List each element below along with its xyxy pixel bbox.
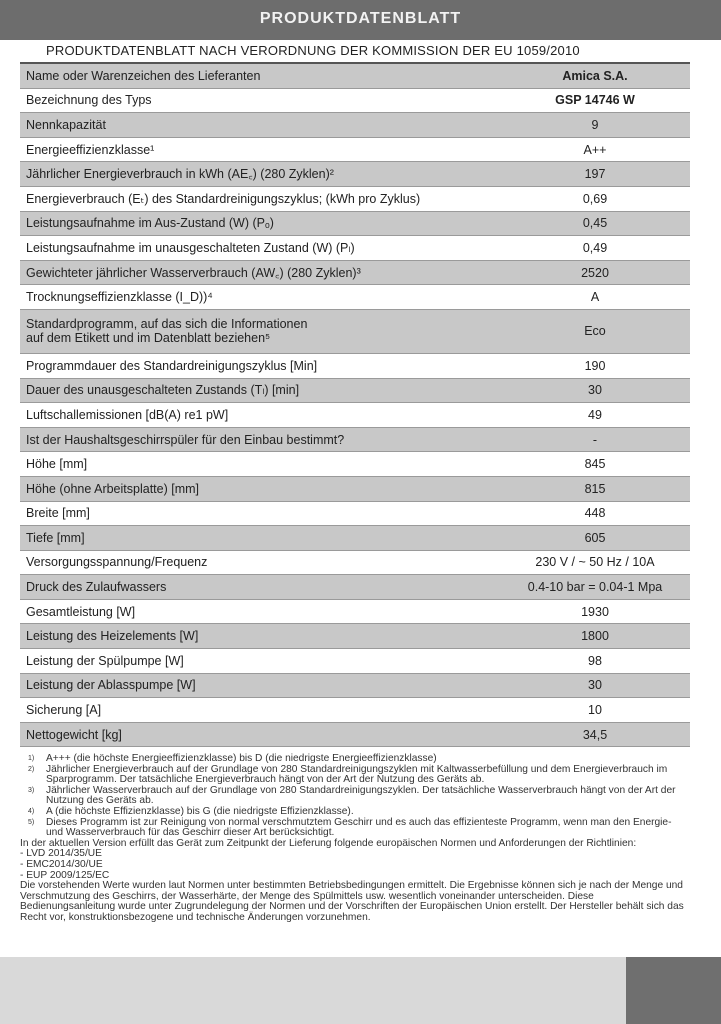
row-value: 98 (588, 653, 602, 668)
footnotes (20, 754, 688, 924)
row-label: Trocknungseffizienzklasse (I_D))⁴ (26, 290, 213, 305)
row-label: Versorgungsspannung/Frequenz (26, 555, 208, 570)
row-label: Energieverbrauch (Eₜ) des Standardreinigungszyklus; (kWh pro Zyklus) (26, 191, 421, 206)
row-value: GSP 14746 W (555, 93, 635, 108)
table-row (20, 310, 690, 354)
note-paragraph: Die vorstehenden Werte wurden laut Normen unter bestimmten Betriebsbedingungen ermittelt. Die Ergebnisse können sich je nach der Menge und Verschmutzung des Geschirrs, der Wasserhärte, der Menge des Spülmittels usw. wesentlich voneinander unterscheiden. Diese Bedienungsanleitung wurde unter Zugrundelegung der Normen und der Vorschriften der Europäischen Union erstellt. Der Hersteller behält sich das Recht vor, konstruktionsbezogene und technische Änderungen vorzunehmen. (20, 880, 684, 923)
table-row (20, 138, 690, 163)
table-row (20, 89, 690, 114)
row-label: Standardprogramm, auf das sich die Informationen auf dem Etikett und im Datenblatt beziehen⁵ (26, 317, 308, 346)
row-value: 0,69 (582, 191, 608, 206)
table-row (20, 187, 690, 212)
table-row (20, 698, 690, 723)
row-label: Tiefe [mm] (26, 530, 85, 545)
row-label: Luftschallemissionen [dB(A) re1 pW] (26, 407, 229, 422)
table-row (20, 526, 690, 551)
row-label: Gewichteter jährlicher Wasserverbrauch (AW꜀) (280 Zyklen)³ (26, 265, 361, 280)
row-value: 2520 (581, 265, 609, 280)
row-value: 1800 (581, 629, 609, 644)
row-label: Leistung der Spülpumpe [W] (26, 653, 184, 668)
table-row (20, 600, 690, 625)
table-row (20, 64, 690, 89)
table-row (20, 354, 690, 379)
row-label: Name oder Warenzeichen des Lieferanten (26, 68, 261, 83)
row-label: Höhe (ohne Arbeitsplatte) [mm] (26, 481, 199, 496)
table-row (20, 674, 690, 699)
row-label: Breite [mm] (26, 506, 90, 521)
footnote-text: Dieses Programm ist zur Reinigung von normal verschmutztem Geschirr und es auch das effizienteste Programm, wenn man den Energie- und Wasserverbrauch für das Geschirr dieser Art berücksichtigt. (46, 816, 672, 839)
row-value: 448 (584, 506, 606, 521)
row-label: Ist der Haushaltsgeschirrspüler für den Einbau bestimmt? (26, 432, 345, 447)
row-label: Höhe [mm] (26, 457, 88, 472)
table-row (20, 113, 690, 138)
row-value: 197 (584, 167, 606, 182)
row-label: Sicherung [A] (26, 703, 102, 718)
footnote (20, 765, 688, 786)
row-value: 30 (588, 678, 602, 693)
row-label: Dauer des unausgeschalteten Zustands (Tₗ) [min] (26, 383, 300, 398)
row-value: 845 (584, 457, 606, 472)
table-row (20, 285, 690, 310)
row-value: - (592, 432, 598, 447)
table-row (20, 477, 690, 502)
row-label: Leistung der Ablasspumpe [W] (26, 678, 196, 693)
footnote-number: 5) (28, 818, 35, 826)
table-row (20, 649, 690, 674)
row-label: Gesamtleistung [W] (26, 604, 136, 619)
row-value: 30 (588, 383, 602, 398)
table-row (20, 723, 690, 748)
row-value: 1930 (581, 604, 609, 619)
note-paragraph: - EUP 2009/125/EC (20, 869, 110, 881)
row-label: Jährlicher Energieverbrauch in kWh (AE꜀) (280 Zyklen)² (26, 167, 334, 182)
row-label: Energieeffizienzklasse¹ (26, 142, 155, 157)
row-value: A++ (583, 142, 607, 157)
footnote (20, 818, 688, 839)
row-value: 49 (588, 407, 602, 422)
footnote-text: A+++ (die höchste Energieeffizienzklasse) bis D (die niedrigste Energieeffizienzklasse) (46, 753, 437, 764)
table-row (20, 452, 690, 477)
footnote-number: 3) (28, 786, 35, 794)
row-label: Leistungsaufnahme im Aus-Zustand (W) (Pₒ) (26, 216, 274, 231)
footnote-text: Jährlicher Wasserverbrauch auf der Grundlage von 280 Standardreinigungszyklen. Der tatsächliche Wasserverbrauch hängt von der Art der Nutzung des Geräts ab. (46, 784, 676, 807)
footer-band (0, 957, 626, 1024)
row-value: 0.4-10 bar = 0.04-1 Mpa (527, 580, 663, 595)
table-row (20, 403, 690, 428)
row-label: Nennkapazität (26, 117, 106, 132)
table-row (20, 428, 690, 453)
footnote-number: 1) (28, 755, 35, 762)
row-value: Amica S.A. (562, 68, 628, 83)
banner-title: PRODUKTDATENBLATT (259, 10, 462, 27)
row-value: 0,45 (582, 216, 608, 231)
table-row (20, 162, 690, 187)
row-label: Leistungsaufnahme im unausgeschalteten Zustand (W) (Pₗ) (26, 240, 355, 255)
row-label: Nettogewicht [kg] (26, 727, 122, 742)
footnote-number: 2) (28, 765, 35, 773)
table-row (20, 379, 690, 404)
table-row (20, 624, 690, 649)
row-value: 605 (584, 530, 606, 545)
row-label: Druck des Zulaufwassers (26, 580, 167, 595)
row-label: Bezeichnung des Typs (26, 93, 152, 108)
row-value: 815 (584, 481, 606, 496)
note-paragraph: In der aktuellen Version erfüllt das Gerät zum Zeitpunkt der Lieferung folgende europäischen Normen und Anforderungen der Richtlinien: (20, 837, 637, 849)
row-value: 34,5 (582, 727, 608, 742)
row-value: 9 (591, 117, 599, 132)
table-row (20, 551, 690, 576)
row-value: A (590, 290, 600, 305)
row-value: Eco (584, 324, 606, 339)
table-row (20, 236, 690, 261)
page-banner (0, 0, 721, 40)
spec-table (20, 62, 690, 747)
footnote-text: Jährlicher Energieverbrauch auf der Grundlage von 280 Standardreinigungszyklen mit Kaltwasserbefüllung und dem Energieverbrauch im Sparprogramm. Der tatsächliche Energieverbrauch hängt von der Art der Nutzung des Geräts ab. (46, 763, 668, 786)
note-paragraph: - LVD 2014/35/UE (20, 848, 102, 860)
row-value: 0,49 (582, 240, 608, 255)
table-row (20, 212, 690, 237)
table-row (20, 575, 690, 600)
row-value: 230 V / ~ 50 Hz / 10A (535, 555, 655, 570)
footnote (20, 807, 688, 818)
row-value: 10 (588, 703, 602, 718)
footnote (20, 786, 688, 807)
footnote-text: A (die höchste Effizienzklasse) bis G (die niedrigste Effizienzklasse). (46, 805, 354, 817)
row-label: Programmdauer des Standardreinigungszyklus [Min] (26, 358, 318, 373)
row-value: 190 (584, 358, 606, 373)
document-subtitle: PRODUKTDATENBLATT NACH VERORDNUNG DER KOMMISSION DER EU 1059/2010 (46, 43, 580, 58)
note-paragraph: - EMC2014/30/UE (20, 858, 103, 870)
table-row (20, 502, 690, 527)
row-label: Leistung des Heizelements [W] (26, 629, 199, 644)
footer-band-dark (626, 957, 721, 1024)
table-row (20, 261, 690, 286)
footnote (20, 754, 688, 765)
footnote-number: 4) (28, 807, 35, 815)
